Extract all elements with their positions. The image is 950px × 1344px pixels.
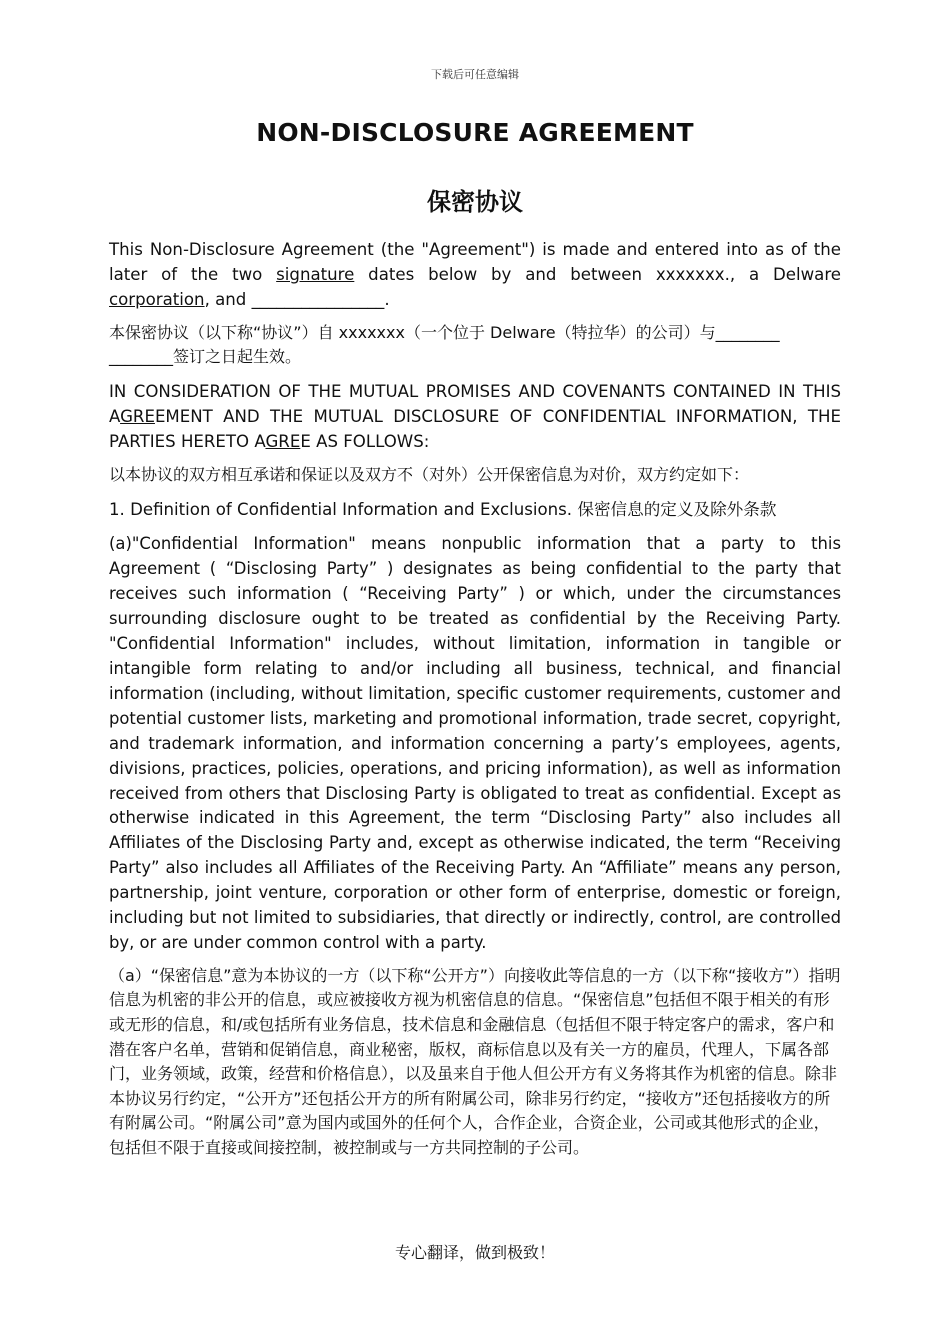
document-title: NON-DISCLOSURE AGREEMENT (256, 118, 694, 147)
download-note: 下载后可任意编辑 (431, 68, 519, 81)
consideration-paragraph: IN CONSIDERATION OF THE MUTUAL PROMISES AND COVENANTS CONTAINED IN THIS AGREEMENT AND THE MUTUAL DISCLOSURE OF CONFIDENTIAL INFORMATION, THE PARTIES HERETO AGREE AS FOLLOWS: (109, 381, 841, 451)
intro-paragraph: This Non-Disclosure Agreement (the "Agreement") is made and entered into as of the later of the two signature dates below by and between xxxxxxx., a Delware corporation, and ________________. (109, 240, 841, 309)
corporation-link: corporation (109, 289, 205, 309)
section-1a-paragraph-cn: （a）“保密信息”意为本协议的一方（以下称“公开方”）向接收此等信息的一方（以下称“接收方”）指明信息为机密的非公开的信息，或应被接收方视为机密信息的信息。“保密信息”包括但不限于相关的有形或无形的信息，和/或包括所有业务信息，技术信息和金融信息（包括但不限于特定客户的需求，客户和潜在客户名单，营销和促销信息，商业秘密，版权，商标信息以及有关一方的雇员，代理人，下属各部门，业务领域，政策，经营和价格信息），以及虽来自于他人但公开方有义务将其作为机密的信息。除非本协议另行约定，“公开方”还包括公开方的所有附属公司，除非另行约定，“接收方”还包括接收方的所有附属公司。“附属公司”意为国内或国外的任何个人，合作企业，合资企业，公司或其他形式的企业，包括但不限于直接或间接控制，被控制或与一方共同控制的子公司。 (109, 965, 841, 1157)
footer-slogan: 专心翻译，做到极致！ (394, 1243, 555, 1262)
signature-link: signature (276, 264, 355, 284)
document-subtitle: 保密协议 (427, 188, 523, 216)
consideration-paragraph-cn: 以本协议的双方相互承诺和保证以及双方不（对外）公开保密信息为对价，双方约定如下： (109, 464, 750, 484)
intro-paragraph-cn: 本保密协议（以下称“协议”）自 xxxxxxx（一个位于 Delware（特拉华）的公司）与________ ________签订之日起生效。 (109, 322, 780, 367)
document-body (109, 238, 841, 1161)
section-1-heading: 1. Definition of Confidential Information and Exclusions. 保密信息的定义及除外条款 (109, 499, 777, 519)
section-1a-paragraph: (a)"Confidential Information" means nonpublic information that a party to this Agreement ( “Disclosing Party” ) designates as being confidential to the party that receives such information ( “Receiving Party” ) or which, under the circumstances surrounding disclosure ought to be treated as confidential by the Receiving Party. "Confidential Information" includes, without limitation, information in tangible or intangible form relating to and/or including all business, technical, and financial information (including, without limitation, specific customer requirements, customer and potential customer lists, marketing and promotional information, trade secret, copyright, and trademark information, and information concerning a party’s employees, agents, divisions, practices, policies, operations, and pricing information), as well as information received from others that Disclosing Party is obligated to treat as confidential. Except as otherwise indicated in this Agreement, the term “Disclosing Party” also includes all Affiliates of the Disclosing Party and, except as otherwise indicated, the term “Receiving Party” also includes all Affiliates of the Receiving Party. An “Affiliate” means any person, partnership, joint venture, corporation or other form of enterprise, domestic or foreign, including but not limited to subsidiaries, that directly or indirectly, control, are controlled by, or are under common control with a party. (109, 534, 841, 952)
